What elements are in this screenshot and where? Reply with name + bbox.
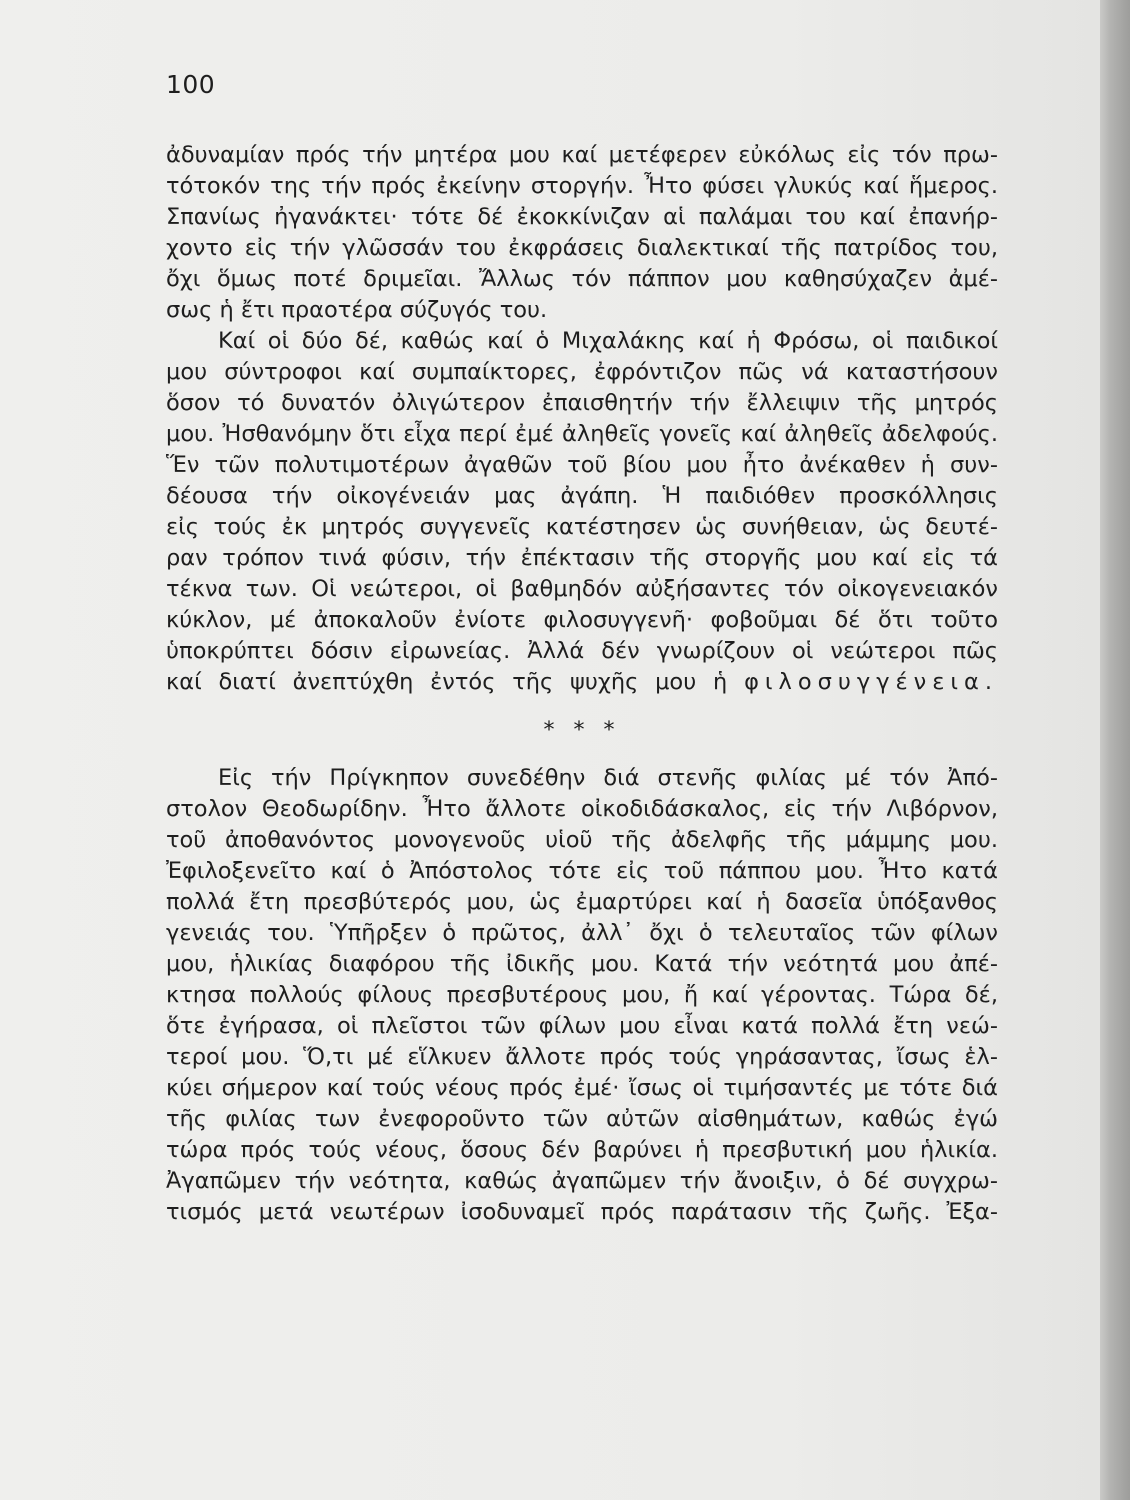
text-line: κτησα πολλούς φίλους πρεσβυτέρους μου, ἤ καί γέροντας. Τώρα δέ, bbox=[166, 982, 998, 1008]
text-line: μου. Ἠσθανόμην ὅτι εἶχα περί ἐμέ ἀληθεῖς γονεῖς καί ἀληθεῖς ἀδελφούς. bbox=[166, 421, 998, 447]
text-line: Σπανίως ἠγανάκτει· τότε δέ ἐκοκκίνιζαν αἱ παλάμαι του καί ἐπανήρ- bbox=[166, 204, 998, 230]
text-segment: καί διατί ἀνεπτύχθη ἐντός τῆς ψυχῆς μου ἡ bbox=[166, 669, 745, 695]
text-line: τέκνα των. Οἱ νεώτεροι, οἱ βαθμηδόν αὐξήσαντες τόν οἰκογενειακόν bbox=[166, 576, 998, 602]
text-line: ὅσον τό δυνατόν ὀλιγώτερον ἐπαισθητήν τήν ἔλλειψιν τῆς μητρός bbox=[166, 390, 998, 416]
text-line: γενειάς του. Ὑπῆρξεν ὁ πρῶτος, ἀλλ᾽ ὄχι ὁ τελευταῖος τῶν φίλων bbox=[166, 920, 998, 946]
text-line: χοντο εἰς τήν γλῶσσάν του ἐκφράσεις διαλεκτικαί τῆς πατρίδος του, bbox=[166, 235, 998, 261]
text-line: Εἰς τήν Πρίγκηπον συνεδέθην διά στενῆς φιλίας μέ τόν Ἀπό- bbox=[218, 765, 998, 791]
text-line: στολον Θεοδωρίδην. Ἦτο ἄλλοτε οἰκοδιδάσκαλος, εἰς τήν Λιβόρνον, bbox=[166, 796, 998, 822]
text-line: Καί οἱ δύο δέ, καθώς καί ὁ Μιχαλάκης καί ἡ Φρόσω, οἱ παιδικοί bbox=[218, 328, 998, 354]
text-line: τισμός μετά νεωτέρων ἰσοδυναμεῖ πρός παράτασιν τῆς ζωῆς. Ἐξα- bbox=[166, 1199, 998, 1225]
text-line: σως ἡ ἔτι πραοτέρα σύζυγός του. bbox=[166, 297, 548, 323]
text-line: Ἕν τῶν πολυτιμοτέρων ἀγαθῶν τοῦ βίου μου ἦτο ἀνέκαθεν ἡ συν- bbox=[166, 452, 998, 478]
text-line: ραν τρόπον τινά φύσιν, τήν ἐπέκτασιν τῆς στοργῆς μου καί εἰς τά bbox=[166, 545, 998, 571]
body-text bbox=[166, 140, 998, 1228]
emphasized-word: φιλοσυγγένεια. bbox=[744, 669, 998, 695]
text-line: εἰς τούς ἐκ μητρός συγγενεῖς κατέστησεν ὡς συνήθειαν, ὡς δευτέ- bbox=[166, 514, 998, 540]
text-line: ὑποκρύπτει δόσιν εἰρωνείας. Ἀλλά δέν γνωρίζουν οἱ νεώτεροι πῶς bbox=[166, 638, 998, 664]
text-line: τοῦ ἀποθανόντος μονογενοῦς υἱοῦ τῆς ἀδελφῆς τῆς μάμμης μου. bbox=[166, 827, 998, 853]
section-separator: * * * bbox=[543, 718, 621, 743]
text-line: ὅτε ἐγήρασα, οἱ πλεῖστοι τῶν φίλων μου εἶναι κατά πολλά ἔτη νεώ- bbox=[166, 1013, 998, 1039]
text-line: τεροί μου. Ὅ,τι μέ εἵλκυεν ἄλλοτε πρός τούς γηράσαντας, ἴσως ἑλ- bbox=[166, 1044, 998, 1070]
text-line-final bbox=[166, 667, 998, 698]
text-line: μου σύντροφοι καί συμπαίκτορες, ἐφρόντιζον πῶς νά καταστήσουν bbox=[166, 359, 998, 385]
text-line: κύκλον, μέ ἀποκαλοῦν ἐνίοτε φιλοσυγγενῆ· φοβοῦμαι δέ ὅτι τοῦτο bbox=[166, 607, 998, 633]
text-line: πολλά ἔτη πρεσβύτερός μου, ὡς ἐμαρτύρει καί ἡ δασεῖα ὑπόξανθος bbox=[166, 889, 998, 915]
text-line: κύει σήμερον καί τούς νέους πρός ἐμέ· ἴσως οἱ τιμήσαντές με τότε διά bbox=[166, 1075, 998, 1101]
text-line: τότοκόν της τήν πρός ἐκείνην στοργήν. Ἦτο φύσει γλυκύς καί ἥμερος. bbox=[166, 173, 998, 199]
text-line: ὄχι ὅμως ποτέ δριμεῖαι. Ἄλλως τόν πάππον μου καθησύχαζεν ἀμέ- bbox=[166, 266, 998, 292]
page-edge-shadow bbox=[1100, 0, 1130, 1500]
text-line: μου, ἡλικίας διαφόρου τῆς ἰδικῆς μου. Κατά τήν νεότητά μου ἀπέ- bbox=[166, 951, 998, 977]
text-line: ἀδυναμίαν πρός τήν μητέρα μου καί μετέφερεν εὐκόλως εἰς τόν πρω- bbox=[166, 142, 998, 168]
text-line: Ἐφιλοξενεῖτο καί ὁ Ἀπόστολος τότε εἰς τοῦ πάππου μου. Ἦτο κατά bbox=[166, 858, 998, 884]
text-line: τώρα πρός τούς νέους, ὅσους δέν βαρύνει ἡ πρεσβυτική μου ἡλικία. bbox=[166, 1137, 998, 1163]
text-line: τῆς φιλίας των ἐνεφοροῦντο τῶν αὐτῶν αἰσθημάτων, καθώς ἐγώ bbox=[166, 1106, 998, 1132]
text-line: Ἀγαπῶμεν τήν νεότητα, καθώς ἀγαπῶμεν τήν ἄνοιξιν, ὁ δέ συγχρω- bbox=[166, 1168, 998, 1194]
page-number: 100 bbox=[166, 70, 216, 99]
text-line: δέουσα τήν οἰκογένειάν μας ἀγάπη. Ἡ παιδιόθεν προσκόλλησις bbox=[166, 483, 998, 509]
